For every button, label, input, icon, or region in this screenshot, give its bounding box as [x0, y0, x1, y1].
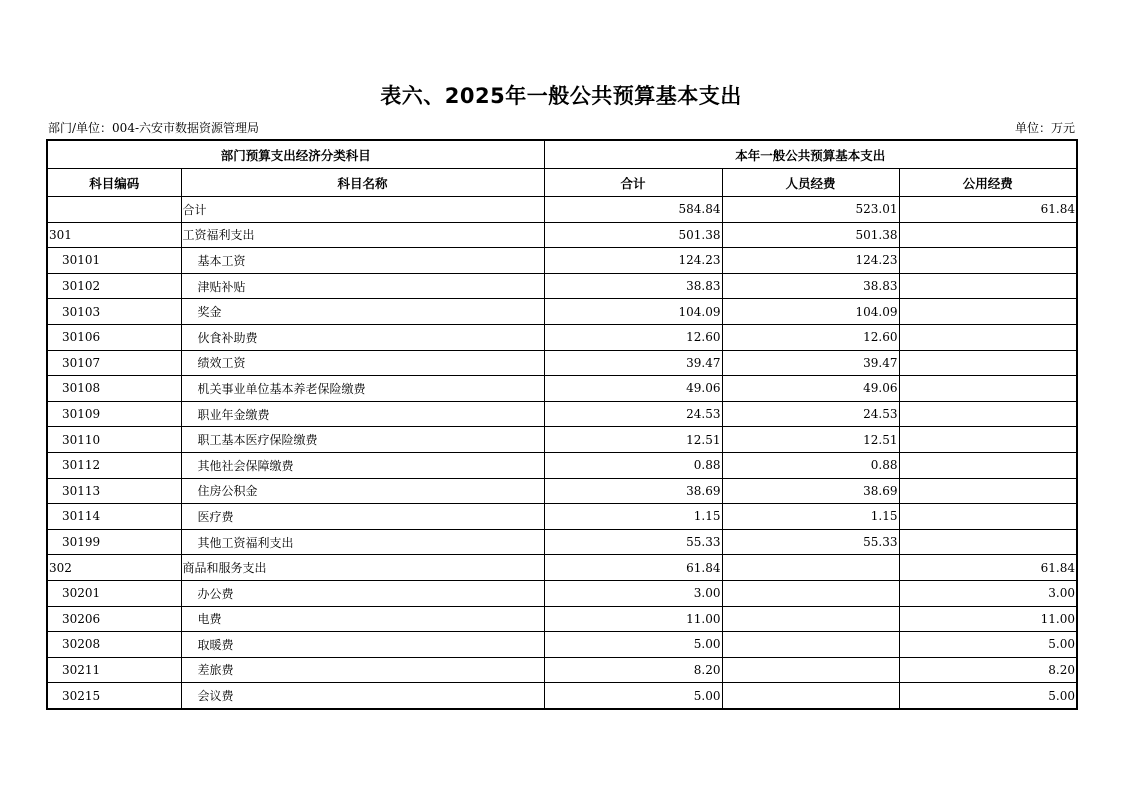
table-row	[47, 248, 1077, 274]
cell-code: 30109	[47, 401, 181, 427]
cell-public	[899, 248, 1077, 274]
cell-code: 30106	[47, 324, 181, 350]
budget-table	[46, 139, 1078, 710]
cell-name: 工资福利支出	[181, 222, 544, 248]
cell-public: 11.00	[899, 606, 1077, 632]
cell-total: 501.38	[544, 222, 722, 248]
column-header-total: 合计	[544, 169, 722, 197]
cell-public	[899, 324, 1077, 350]
cell-code: 30112	[47, 452, 181, 478]
cell-code: 30208	[47, 632, 181, 658]
table-row	[47, 606, 1077, 632]
cell-code: 30206	[47, 606, 181, 632]
table-row	[47, 529, 1077, 555]
table-row	[47, 555, 1077, 581]
cell-personnel: 55.33	[722, 529, 899, 555]
cell-name: 绩效工资	[181, 350, 544, 376]
table-row	[47, 376, 1077, 402]
cell-total: 38.83	[544, 273, 722, 299]
cell-personnel: 124.23	[722, 248, 899, 274]
cell-personnel: 39.47	[722, 350, 899, 376]
cell-personnel: 501.38	[722, 222, 899, 248]
cell-personnel: 38.69	[722, 478, 899, 504]
cell-public	[899, 273, 1077, 299]
cell-total: 11.00	[544, 606, 722, 632]
cell-public	[899, 222, 1077, 248]
cell-public: 5.00	[899, 683, 1077, 709]
cell-name: 电费	[181, 606, 544, 632]
cell-code: 30199	[47, 529, 181, 555]
cell-personnel	[722, 657, 899, 683]
cell-name: 职工基本医疗保险缴费	[181, 427, 544, 453]
cell-personnel	[722, 606, 899, 632]
cell-public	[899, 376, 1077, 402]
cell-name: 机关事业单位基本养老保险缴费	[181, 376, 544, 402]
cell-name: 职业年金缴费	[181, 401, 544, 427]
table-row	[47, 683, 1077, 709]
table-row	[47, 350, 1077, 376]
cell-total: 8.20	[544, 657, 722, 683]
cell-personnel	[722, 632, 899, 658]
cell-public	[899, 478, 1077, 504]
cell-code	[47, 197, 181, 223]
cell-total: 61.84	[544, 555, 722, 581]
cell-public: 3.00	[899, 580, 1077, 606]
cell-public: 61.84	[899, 555, 1077, 581]
table-row	[47, 504, 1077, 530]
cell-name: 伙食补助费	[181, 324, 544, 350]
cell-public: 8.20	[899, 657, 1077, 683]
cell-code: 30103	[47, 299, 181, 325]
cell-name: 基本工资	[181, 248, 544, 274]
cell-total: 39.47	[544, 350, 722, 376]
cell-name: 住房公积金	[181, 478, 544, 504]
cell-total: 5.00	[544, 683, 722, 709]
cell-personnel: 49.06	[722, 376, 899, 402]
unit-label: 单位：万元	[1014, 121, 1075, 135]
cell-total: 0.88	[544, 452, 722, 478]
cell-name: 其他社会保障缴费	[181, 452, 544, 478]
cell-name: 取暖费	[181, 632, 544, 658]
table-row	[47, 427, 1077, 453]
cell-total: 584.84	[544, 197, 722, 223]
cell-personnel	[722, 580, 899, 606]
table-row	[47, 580, 1077, 606]
cell-total: 12.60	[544, 324, 722, 350]
cell-public	[899, 427, 1077, 453]
table-row	[47, 273, 1077, 299]
cell-total: 12.51	[544, 427, 722, 453]
table-row	[47, 452, 1077, 478]
cell-name: 奖金	[181, 299, 544, 325]
group-header-basic-expenditure: 本年一般公共预算基本支出	[544, 140, 1077, 169]
table-column-header-row	[47, 169, 1077, 197]
cell-code: 30108	[47, 376, 181, 402]
cell-personnel	[722, 683, 899, 709]
cell-total: 24.53	[544, 401, 722, 427]
cell-personnel: 24.53	[722, 401, 899, 427]
column-header-public: 公用经费	[899, 169, 1077, 197]
table-row	[47, 197, 1077, 223]
cell-code: 30113	[47, 478, 181, 504]
cell-code: 30215	[47, 683, 181, 709]
cell-public: 5.00	[899, 632, 1077, 658]
column-header-code: 科目编码	[47, 169, 181, 197]
table-body	[47, 197, 1077, 709]
cell-personnel: 0.88	[722, 452, 899, 478]
cell-total: 49.06	[544, 376, 722, 402]
cell-name: 医疗费	[181, 504, 544, 530]
page-title: 表六、2025年一般公共预算基本支出	[380, 84, 742, 108]
table-row	[47, 299, 1077, 325]
column-header-name: 科目名称	[181, 169, 544, 197]
cell-name: 办公费	[181, 580, 544, 606]
cell-code: 301	[47, 222, 181, 248]
cell-personnel: 38.83	[722, 273, 899, 299]
cell-total: 55.33	[544, 529, 722, 555]
table-row	[47, 632, 1077, 658]
cell-code: 30102	[47, 273, 181, 299]
table-row	[47, 657, 1077, 683]
cell-total: 38.69	[544, 478, 722, 504]
cell-code: 30211	[47, 657, 181, 683]
cell-public	[899, 504, 1077, 530]
cell-public	[899, 350, 1077, 376]
cell-code: 30114	[47, 504, 181, 530]
table-row	[47, 222, 1077, 248]
cell-public	[899, 401, 1077, 427]
cell-name: 商品和服务支出	[181, 555, 544, 581]
cell-code: 30107	[47, 350, 181, 376]
cell-code: 30101	[47, 248, 181, 274]
cell-total: 5.00	[544, 632, 722, 658]
cell-public: 61.84	[899, 197, 1077, 223]
department-label: 部门/单位：004-六安市数据资源管理局	[48, 121, 260, 135]
table-row	[47, 401, 1077, 427]
cell-total: 124.23	[544, 248, 722, 274]
cell-personnel: 104.09	[722, 299, 899, 325]
cell-personnel: 12.60	[722, 324, 899, 350]
cell-public	[899, 529, 1077, 555]
cell-personnel: 523.01	[722, 197, 899, 223]
table-row	[47, 478, 1077, 504]
cell-code: 30110	[47, 427, 181, 453]
table-row	[47, 324, 1077, 350]
cell-personnel: 12.51	[722, 427, 899, 453]
column-header-personnel: 人员经费	[722, 169, 899, 197]
cell-personnel: 1.15	[722, 504, 899, 530]
cell-name: 津贴补贴	[181, 273, 544, 299]
table-group-header-row	[47, 140, 1077, 169]
group-header-classification: 部门预算支出经济分类科目	[47, 140, 544, 169]
cell-personnel	[722, 555, 899, 581]
cell-name: 其他工资福利支出	[181, 529, 544, 555]
cell-name: 合计	[181, 197, 544, 223]
cell-total: 1.15	[544, 504, 722, 530]
cell-total: 3.00	[544, 580, 722, 606]
cell-code: 30201	[47, 580, 181, 606]
cell-name: 差旅费	[181, 657, 544, 683]
cell-code: 302	[47, 555, 181, 581]
cell-total: 104.09	[544, 299, 722, 325]
cell-name: 会议费	[181, 683, 544, 709]
cell-public	[899, 299, 1077, 325]
cell-public	[899, 452, 1077, 478]
